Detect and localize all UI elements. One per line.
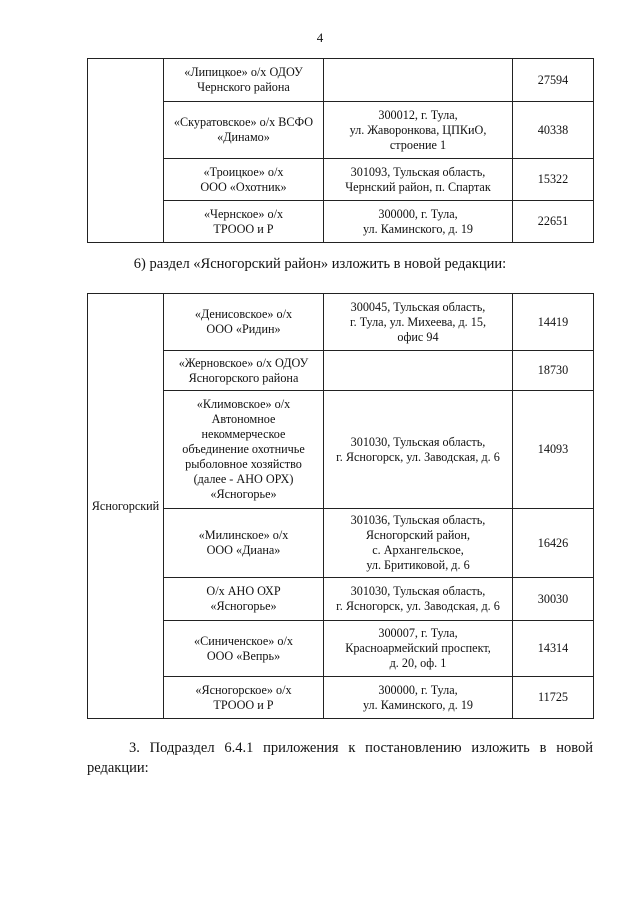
hunting-ground-name: «Скуратовское» о/х ВСФО «Динамо» (164, 102, 324, 159)
organization-address: 301030, Тульская область, г. Ясногорск, ул. Заводская, д. 6 (324, 578, 513, 621)
hunting-ground-name: «Синиченское» о/х ООО «Вепрь» (164, 621, 324, 677)
page-number: 4 (316, 30, 324, 45)
area-value: 30030 (513, 578, 594, 621)
hunting-ground-name: «Жерновское» о/х ОДОУ Ясногорского района (164, 351, 324, 391)
organization-address: 300000, г. Тула, ул. Каминского, д. 19 (324, 201, 513, 243)
area-value: 11725 (513, 677, 594, 719)
table-row (88, 59, 594, 102)
table-row (88, 294, 594, 351)
hunting-grounds-table-chernsky (87, 58, 594, 243)
organization-address: 301030, Тульская область, г. Ясногорск, ул. Заводская, д. 6 (324, 391, 513, 509)
hunting-ground-name: «Троицкое» о/х ООО «Охотник» (164, 159, 324, 201)
area-value: 16426 (513, 509, 594, 578)
table-row (88, 578, 594, 621)
table-row (88, 159, 594, 201)
table-row (88, 509, 594, 578)
area-value: 14314 (513, 621, 594, 677)
hunting-ground-name: «Чернское» о/х ТРООО и Р (164, 201, 324, 243)
section-heading: 6) раздел «Ясногорский район» изложить в новой редакции: (133, 256, 507, 272)
table-row (88, 391, 594, 509)
table-row (88, 351, 594, 391)
area-value: 15322 (513, 159, 594, 201)
organization-address (324, 59, 513, 102)
organization-address: 300000, г. Тула, ул. Каминского, д. 19 (324, 677, 513, 719)
organization-address (324, 351, 513, 391)
district-cell (88, 59, 164, 243)
hunting-grounds-table-yasnogorsky (87, 293, 594, 719)
area-value: 14093 (513, 391, 594, 509)
hunting-ground-name: «Ясногорское» о/х ТРООО и Р (164, 677, 324, 719)
table-row (88, 201, 594, 243)
organization-address: 300045, Тульская область, г. Тула, ул. Михеева, д. 15, офис 94 (324, 294, 513, 351)
hunting-ground-name: «Климовское» о/х Автономное некоммерческое объединение охотничье рыболовное хозяйство (далее - АНО ОРХ) «Ясногорье» (164, 391, 324, 509)
closing-paragraph: 3. Подраздел 6.4.1 приложения к постановлению изложить в новой редакции: (87, 740, 593, 776)
table-row (88, 677, 594, 719)
hunting-ground-name: «Денисовское» о/х ООО «Ридин» (164, 294, 324, 351)
area-value: 40338 (513, 102, 594, 159)
table-row (88, 102, 594, 159)
hunting-ground-name: «Липицкое» о/х ОДОУ Чернского района (164, 59, 324, 102)
organization-address: 301093, Тульская область, Чернский район, п. Спартак (324, 159, 513, 201)
hunting-ground-name: О/х АНО ОХР «Ясногорье» (164, 578, 324, 621)
table-row (88, 621, 594, 677)
district-cell: Ясногорский (88, 294, 164, 719)
organization-address: 300012, г. Тула, ул. Жаворонкова, ЦПКиО, строение 1 (324, 102, 513, 159)
area-value: 14419 (513, 294, 594, 351)
area-value: 27594 (513, 59, 594, 102)
area-value: 18730 (513, 351, 594, 391)
area-value: 22651 (513, 201, 594, 243)
organization-address: 300007, г. Тула, Красноармейский проспект, д. 20, оф. 1 (324, 621, 513, 677)
organization-address: 301036, Тульская область, Ясногорский район, с. Архангельское, ул. Бритиковой, д. 6 (324, 509, 513, 578)
hunting-ground-name: «Милинское» о/х ООО «Диана» (164, 509, 324, 578)
